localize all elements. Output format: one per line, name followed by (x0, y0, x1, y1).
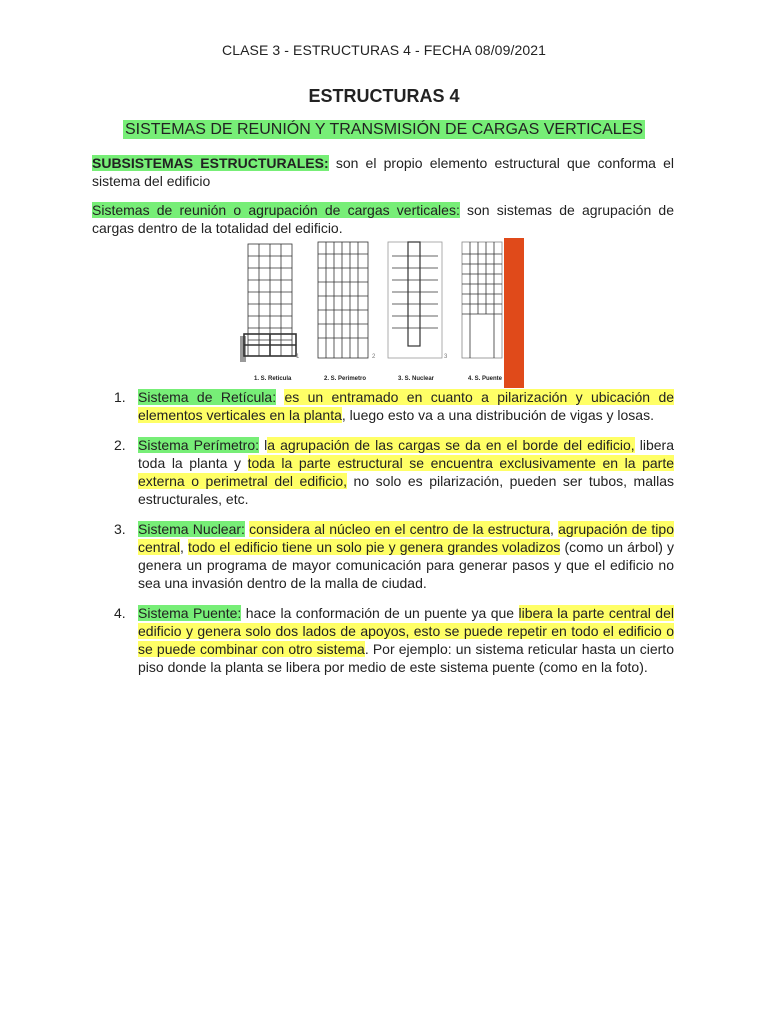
list-text: , luego esto va a una distribución de vigas y losas. (341, 407, 654, 423)
section-subtitle (0, 121, 768, 139)
systems-intro-paragraph (92, 201, 674, 237)
sketch-number-3: 3 (444, 354, 448, 360)
list-highlight: considera al núcleo en el centro de la estructura (249, 521, 550, 537)
intro-label: SUBSISTEMAS ESTRUCTURALES: (92, 155, 329, 171)
list-highlight: es un entramado en cuanto a pilarización y ubicación de elementos verticales en la planta (138, 389, 675, 423)
list-label: Sistema Nuclear: (138, 521, 245, 537)
list-text: no solo es pilarización, pueden ser tubos, mallas estructurales, etc. (138, 473, 675, 507)
sketch-number-1: 1 (296, 354, 300, 360)
list-highlight: todo el edificio tiene un solo pie y genera grandes voladizos (188, 539, 561, 555)
list-number: 2. (114, 437, 126, 453)
systems-intro-label: Sistemas de reunión o agrupación de cargas verticales: (92, 202, 460, 218)
intro-paragraph (92, 154, 674, 190)
list-number: 1. (114, 389, 126, 405)
systems-intro-text: son sistemas de agrupación de cargas dentro de la totalidad del edificio. (92, 202, 674, 236)
page-header: CLASE 3 - ESTRUCTURAS 4 - FECHA 08/09/2021 (222, 42, 546, 58)
list-number: 3. (114, 521, 126, 537)
list-text: libera toda la planta y (138, 437, 674, 471)
systems-list (92, 388, 674, 688)
list-text: l (259, 437, 268, 453)
list-text: (como un árbol) y genera un programa de mayor comunicación para generar pasos y que el edificio no sea una invasión dentro de la malla de ciudad. (138, 539, 675, 591)
list-highlight: agrupación de tipo central (138, 521, 674, 555)
list-item-perimetro (92, 436, 674, 508)
list-highlight: toda la parte estructural se encuentra exclusivamente en la parte externa o perimetral del edificio, (138, 455, 674, 489)
list-highlight: a agrupación de las cargas se da en el borde del edificio, (267, 437, 635, 453)
list-highlight: libera la parte central del edificio y genera solo dos lados de apoyos, esto se puede repetir en todo el edificio o se puede combinar con otro sistema (138, 605, 674, 657)
caption-nuclear: 3. S. Nuclear (398, 376, 435, 382)
sketch-number-2: 2 (372, 354, 376, 360)
figure-left-bar (240, 336, 246, 362)
caption-perimetro: 2. S. Perimetro (324, 376, 367, 382)
figure-accent-bar (504, 238, 524, 388)
list-label: Sistema Puente: (138, 605, 242, 621)
list-item-reticula (92, 388, 674, 424)
caption-puente: 4. S. Puente (468, 376, 503, 382)
page-title: ESTRUCTURAS 4 (308, 86, 460, 106)
list-text: , (549, 521, 559, 537)
list-text: hace la conformación de un puente ya que (241, 605, 519, 621)
list-item-puente (92, 604, 674, 676)
list-label: Sistema Perímetro: (138, 437, 260, 453)
list-text: . Por ejemplo: un sistema reticular hasta un cierto piso donde la planta se libera por medio de este sistema puente (como en la foto). (138, 641, 674, 675)
structural-systems-illustration (240, 238, 524, 388)
list-number: 4. (114, 605, 126, 621)
list-text: , (180, 539, 189, 555)
structural-systems-figure (240, 238, 524, 388)
caption-reticula: 1. S. Reticula (254, 376, 292, 382)
intro-text: son el propio elemento estructural que conforma el sistema del edificio (92, 155, 674, 189)
subtitle-text: SISTEMAS DE REUNIÓN Y TRANSMISIÓN DE CARGAS VERTICALES (124, 121, 644, 138)
list-item-nuclear (92, 520, 674, 592)
list-label: Sistema de Retícula: (138, 389, 277, 405)
